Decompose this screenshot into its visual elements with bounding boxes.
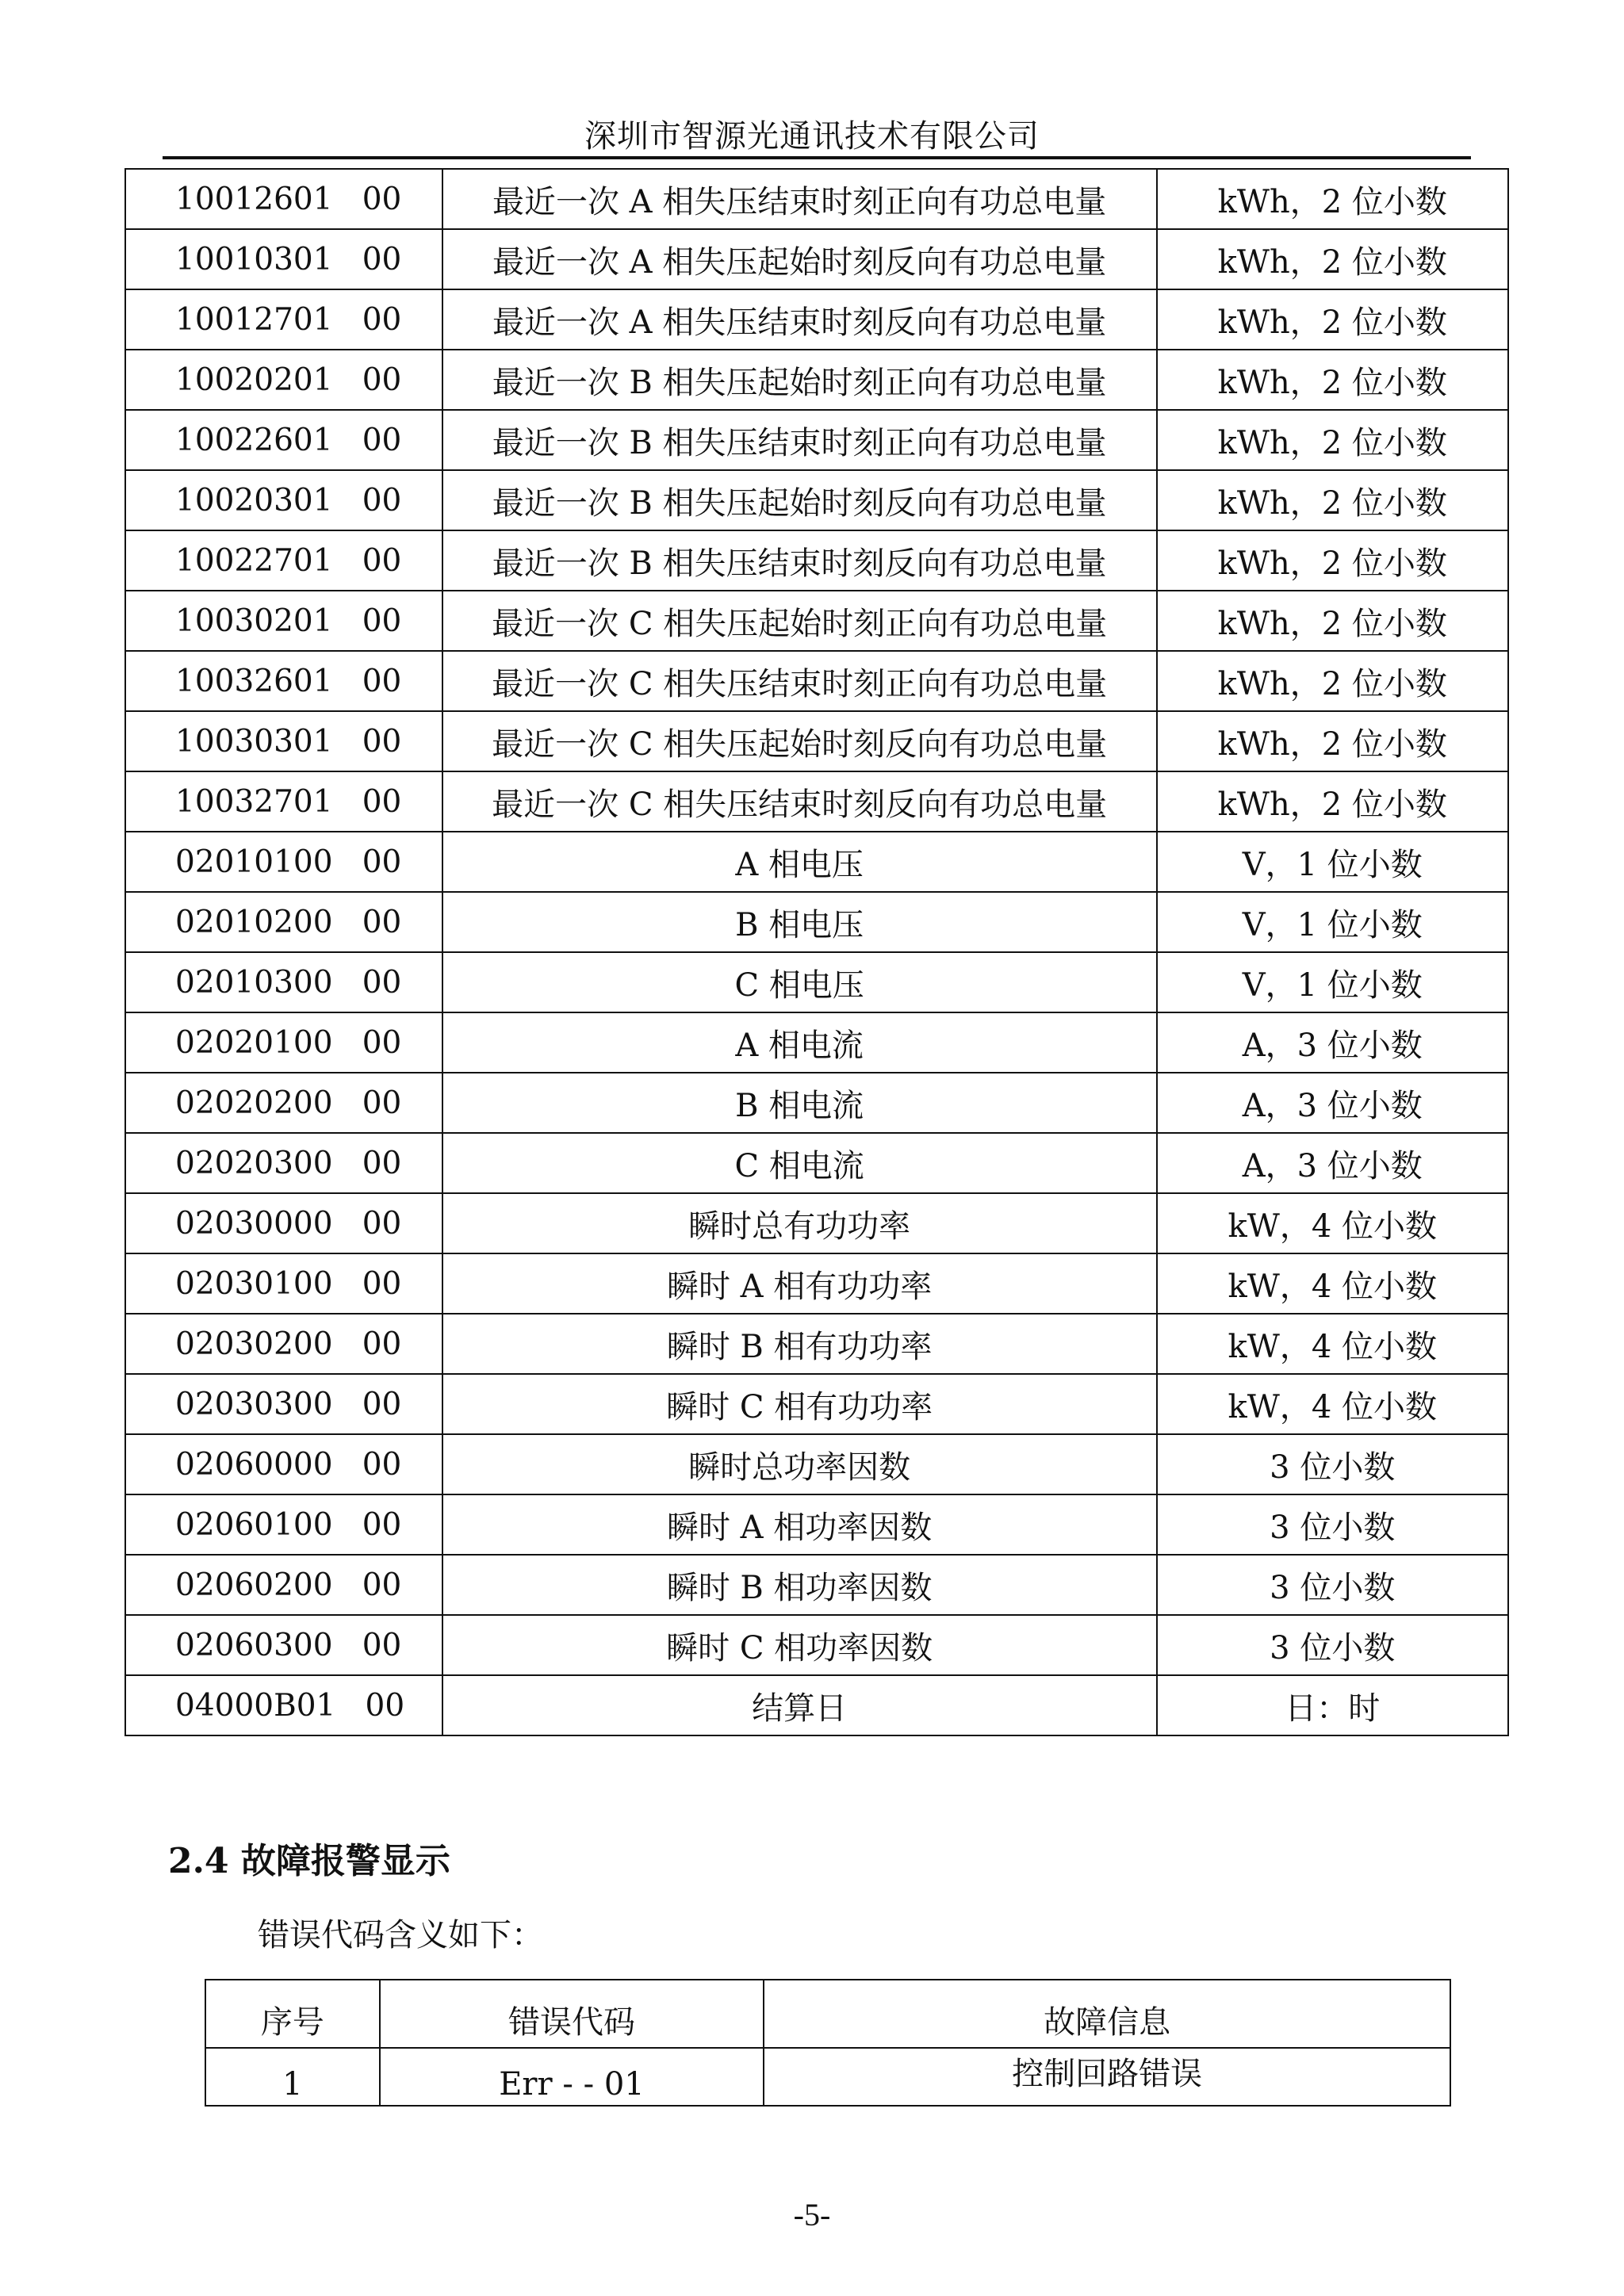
table-row bbox=[125, 470, 1508, 530]
register-description: 最近一次 C 相失压起始时刻反向有功总电量 bbox=[442, 711, 1157, 771]
register-unit: kW，4 位小数 bbox=[1157, 1253, 1508, 1314]
error-info: 控制回路错误 bbox=[764, 2048, 1450, 2106]
table-row bbox=[125, 832, 1508, 892]
register-code: 02060100 00 bbox=[125, 1494, 442, 1555]
register-unit: V，1 位小数 bbox=[1157, 952, 1508, 1012]
table-row bbox=[125, 1133, 1508, 1193]
register-unit: kWh，2 位小数 bbox=[1157, 410, 1508, 470]
register-unit: kWh，2 位小数 bbox=[1157, 229, 1508, 289]
header-error-code: 错误代码 bbox=[380, 1980, 764, 2048]
register-description: 瞬时 B 相功率因数 bbox=[442, 1555, 1157, 1615]
table-row bbox=[125, 591, 1508, 651]
register-code: 02030300 00 bbox=[125, 1374, 442, 1434]
table-row bbox=[125, 1073, 1508, 1133]
header-divider bbox=[163, 156, 1471, 159]
table-row bbox=[125, 1675, 1508, 1735]
register-description: 瞬时 C 相功率因数 bbox=[442, 1615, 1157, 1675]
register-code: 02060200 00 bbox=[125, 1555, 442, 1615]
header-fault-info: 故障信息 bbox=[764, 1980, 1450, 2048]
register-unit: 3 位小数 bbox=[1157, 1555, 1508, 1615]
register-description: 最近一次 A 相失压起始时刻反向有功总电量 bbox=[442, 229, 1157, 289]
error-table-header-row bbox=[205, 1980, 1450, 2048]
header-seq: 序号 bbox=[205, 1980, 380, 2048]
register-code: 10020301 00 bbox=[125, 470, 442, 530]
register-unit: kWh，2 位小数 bbox=[1157, 711, 1508, 771]
table-row bbox=[125, 530, 1508, 591]
register-unit: kW，4 位小数 bbox=[1157, 1193, 1508, 1253]
table-row bbox=[125, 289, 1508, 350]
register-code: 02020200 00 bbox=[125, 1073, 442, 1133]
register-code: 02010300 00 bbox=[125, 952, 442, 1012]
register-unit: 3 位小数 bbox=[1157, 1615, 1508, 1675]
register-unit: 3 位小数 bbox=[1157, 1494, 1508, 1555]
register-code: 02060300 00 bbox=[125, 1615, 442, 1675]
register-code: 10032601 00 bbox=[125, 651, 442, 711]
table-row bbox=[125, 350, 1508, 410]
register-description: A 相电流 bbox=[442, 1012, 1157, 1073]
register-code: 10022601 00 bbox=[125, 410, 442, 470]
register-description: 瞬时 A 相功率因数 bbox=[442, 1494, 1157, 1555]
register-unit: kW，4 位小数 bbox=[1157, 1374, 1508, 1434]
table-row bbox=[125, 1012, 1508, 1073]
register-description: B 相电流 bbox=[442, 1073, 1157, 1133]
table-row bbox=[125, 892, 1508, 952]
register-unit: 日：时 bbox=[1157, 1675, 1508, 1735]
register-description: 最近一次 C 相失压起始时刻正向有功总电量 bbox=[442, 591, 1157, 651]
register-description: 最近一次 A 相失压结束时刻反向有功总电量 bbox=[442, 289, 1157, 350]
register-description: 最近一次 B 相失压结束时刻正向有功总电量 bbox=[442, 410, 1157, 470]
section-heading: 2.4 故障报警显示 bbox=[168, 1841, 450, 1881]
register-description: 瞬时 B 相有功功率 bbox=[442, 1314, 1157, 1374]
register-unit: kWh，2 位小数 bbox=[1157, 169, 1508, 229]
register-unit: kWh，2 位小数 bbox=[1157, 530, 1508, 591]
table-row bbox=[125, 1615, 1508, 1675]
table-row bbox=[125, 1314, 1508, 1374]
register-description: C 相电压 bbox=[442, 952, 1157, 1012]
register-code: 10032701 00 bbox=[125, 771, 442, 832]
register-code: 02020300 00 bbox=[125, 1133, 442, 1193]
register-code: 04000B01 00 bbox=[125, 1675, 442, 1735]
register-description: 结算日 bbox=[442, 1675, 1157, 1735]
register-unit: V，1 位小数 bbox=[1157, 832, 1508, 892]
register-description: 瞬时 C 相有功功率 bbox=[442, 1374, 1157, 1434]
table-row bbox=[125, 771, 1508, 832]
error-code-table bbox=[205, 1979, 1451, 2107]
register-unit: A，3 位小数 bbox=[1157, 1012, 1508, 1073]
table-row bbox=[125, 1555, 1508, 1615]
register-code: 10010301 00 bbox=[125, 229, 442, 289]
error-table-row bbox=[205, 2048, 1450, 2106]
error-code: Err - - 01 bbox=[380, 2048, 764, 2106]
table-row bbox=[125, 1434, 1508, 1494]
table-row bbox=[125, 1374, 1508, 1434]
register-unit: A，3 位小数 bbox=[1157, 1133, 1508, 1193]
table-row bbox=[125, 169, 1508, 229]
register-description: C 相电流 bbox=[442, 1133, 1157, 1193]
table-row bbox=[125, 1494, 1508, 1555]
register-description: 最近一次 C 相失压结束时刻正向有功总电量 bbox=[442, 651, 1157, 711]
register-code: 10012701 00 bbox=[125, 289, 442, 350]
table-row bbox=[125, 410, 1508, 470]
register-code: 10030201 00 bbox=[125, 591, 442, 651]
register-description: 瞬时 A 相有功功率 bbox=[442, 1253, 1157, 1314]
register-unit: 3 位小数 bbox=[1157, 1434, 1508, 1494]
table-row bbox=[125, 229, 1508, 289]
register-unit: kWh，2 位小数 bbox=[1157, 771, 1508, 832]
register-unit: kWh，2 位小数 bbox=[1157, 470, 1508, 530]
register-code: 02010200 00 bbox=[125, 892, 442, 952]
error-seq: 1 bbox=[205, 2048, 380, 2106]
register-description: B 相电压 bbox=[442, 892, 1157, 952]
register-unit: V，1 位小数 bbox=[1157, 892, 1508, 952]
register-unit: kWh，2 位小数 bbox=[1157, 651, 1508, 711]
section-intro: 错误代码含义如下： bbox=[258, 1917, 543, 1954]
header-company-name: 深圳市智源光通讯技术有限公司 bbox=[584, 118, 1040, 155]
page-number: -5- bbox=[793, 2197, 831, 2233]
register-description: 瞬时总功率因数 bbox=[442, 1434, 1157, 1494]
register-code: 02020100 00 bbox=[125, 1012, 442, 1073]
register-code: 10012601 00 bbox=[125, 169, 442, 229]
register-code: 02030100 00 bbox=[125, 1253, 442, 1314]
register-code: 02030200 00 bbox=[125, 1314, 442, 1374]
register-description: 最近一次 B 相失压结束时刻反向有功总电量 bbox=[442, 530, 1157, 591]
register-description: 最近一次 B 相失压起始时刻正向有功总电量 bbox=[442, 350, 1157, 410]
table-row bbox=[125, 711, 1508, 771]
register-unit: A，3 位小数 bbox=[1157, 1073, 1508, 1133]
register-code: 02030000 00 bbox=[125, 1193, 442, 1253]
register-unit: kW，4 位小数 bbox=[1157, 1314, 1508, 1374]
register-description: 最近一次 C 相失压结束时刻反向有功总电量 bbox=[442, 771, 1157, 832]
register-code: 02010100 00 bbox=[125, 832, 442, 892]
register-code: 10030301 00 bbox=[125, 711, 442, 771]
register-unit: kWh，2 位小数 bbox=[1157, 289, 1508, 350]
table-row bbox=[125, 1253, 1508, 1314]
register-description: 瞬时总有功功率 bbox=[442, 1193, 1157, 1253]
register-unit: kWh，2 位小数 bbox=[1157, 350, 1508, 410]
register-code: 02060000 00 bbox=[125, 1434, 442, 1494]
register-description: 最近一次 A 相失压结束时刻正向有功总电量 bbox=[442, 169, 1157, 229]
table-row bbox=[125, 651, 1508, 711]
register-table bbox=[124, 168, 1509, 1736]
table-row bbox=[125, 952, 1508, 1012]
table-row bbox=[125, 1193, 1508, 1253]
register-description: A 相电压 bbox=[442, 832, 1157, 892]
register-unit: kWh，2 位小数 bbox=[1157, 591, 1508, 651]
register-code: 10022701 00 bbox=[125, 530, 442, 591]
register-description: 最近一次 B 相失压起始时刻反向有功总电量 bbox=[442, 470, 1157, 530]
register-code: 10020201 00 bbox=[125, 350, 442, 410]
